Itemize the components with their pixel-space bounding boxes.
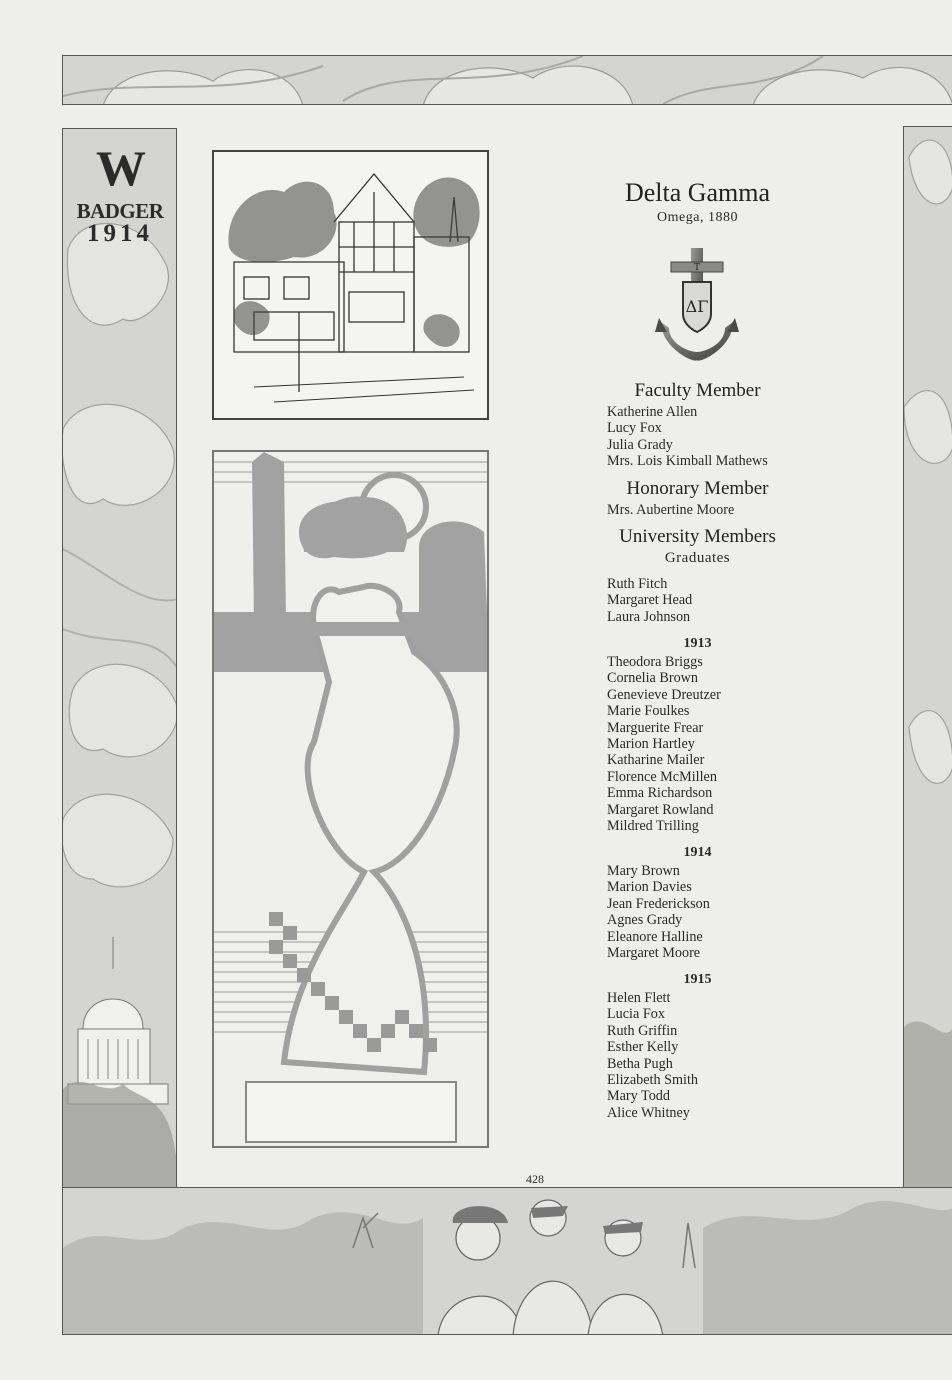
graduates-heading: Graduates (664, 550, 731, 566)
member-name: Jean Frederickson (607, 895, 710, 912)
member-name: Esther Kelly (607, 1039, 679, 1056)
member-name: Marion Davies (607, 879, 692, 896)
honorary-list (607, 502, 734, 518)
chapter-house-illustration (212, 150, 489, 420)
faculty-heading: Faculty Member (634, 380, 761, 401)
top-decorative-border (62, 55, 952, 105)
member-name: Margaret Moore (607, 945, 701, 962)
member-name: Emma Richardson (607, 785, 713, 802)
graduates-list (607, 576, 692, 625)
w-letter: W (96, 140, 145, 196)
class-1913-heading: 1913 (683, 636, 712, 651)
badge-shield-letters: ΔΓ (685, 297, 709, 316)
member-name: Betha Pugh (607, 1055, 673, 1072)
faculty-list (607, 404, 768, 470)
member-name: Marie Foulkes (607, 703, 690, 720)
member-name: Mary Brown (607, 863, 680, 879)
page-number: 428 (526, 1172, 544, 1186)
member-name: Cornelia Brown (607, 670, 699, 687)
member-name: Alice Whitney (607, 1104, 690, 1121)
honorary-name: Mrs. Aubertine Moore (607, 502, 735, 518)
chapter-title: Delta Gamma (624, 178, 771, 207)
graduate-name: Margaret Head (607, 592, 693, 609)
member-name: Mildred Trilling (607, 818, 699, 835)
class-1915-list (607, 990, 698, 1121)
faculty-name: Julia Grady (607, 436, 673, 453)
member-name: Katharine Mailer (607, 752, 705, 769)
member-name: Ruth Griffin (607, 1022, 678, 1039)
member-name: Genevieve Dreutzer (607, 686, 721, 703)
badger-title: BADGER (76, 199, 164, 223)
class-1913-list (607, 654, 721, 834)
seated-woman-illustration (212, 450, 489, 1148)
class-1914-heading: 1914 (683, 845, 712, 860)
member-name: Marion Hartley (607, 736, 695, 753)
member-name: Mary Todd (607, 1088, 670, 1105)
university-heading: University Members (619, 526, 776, 547)
member-name: Eleanore Halline (607, 928, 703, 945)
graduate-name: Laura Johnson (607, 608, 691, 625)
badger-year: 1914 (87, 220, 153, 247)
member-name: Agnes Grady (607, 912, 683, 929)
class-1915-heading: 1915 (683, 972, 712, 987)
faculty-name: Katherine Allen (607, 404, 698, 420)
member-name: Theodora Briggs (607, 654, 703, 670)
member-name: Margaret Rowland (607, 801, 714, 818)
anchor-badge-icon (655, 248, 739, 364)
class-1914-list (607, 863, 710, 961)
bottom-decorative-border (62, 1187, 952, 1335)
member-name: Helen Flett (607, 990, 671, 1006)
member-name: Florence McMillen (607, 768, 717, 785)
badge-top-letters: Τ (693, 263, 701, 273)
faculty-name: Mrs. Lois Kimball Mathews (607, 453, 768, 470)
member-name: Elizabeth Smith (607, 1072, 699, 1089)
faculty-name: Lucy Fox (607, 420, 662, 437)
left-decorative-border (62, 128, 177, 1194)
member-name: Marguerite Frear (607, 719, 704, 736)
right-decorative-border (903, 126, 952, 1190)
member-name: Lucia Fox (607, 1006, 665, 1023)
honorary-heading: Honorary Member (626, 478, 769, 499)
chapter-subtitle: Omega, 1880 (657, 210, 738, 225)
graduate-name: Ruth Fitch (607, 576, 668, 592)
